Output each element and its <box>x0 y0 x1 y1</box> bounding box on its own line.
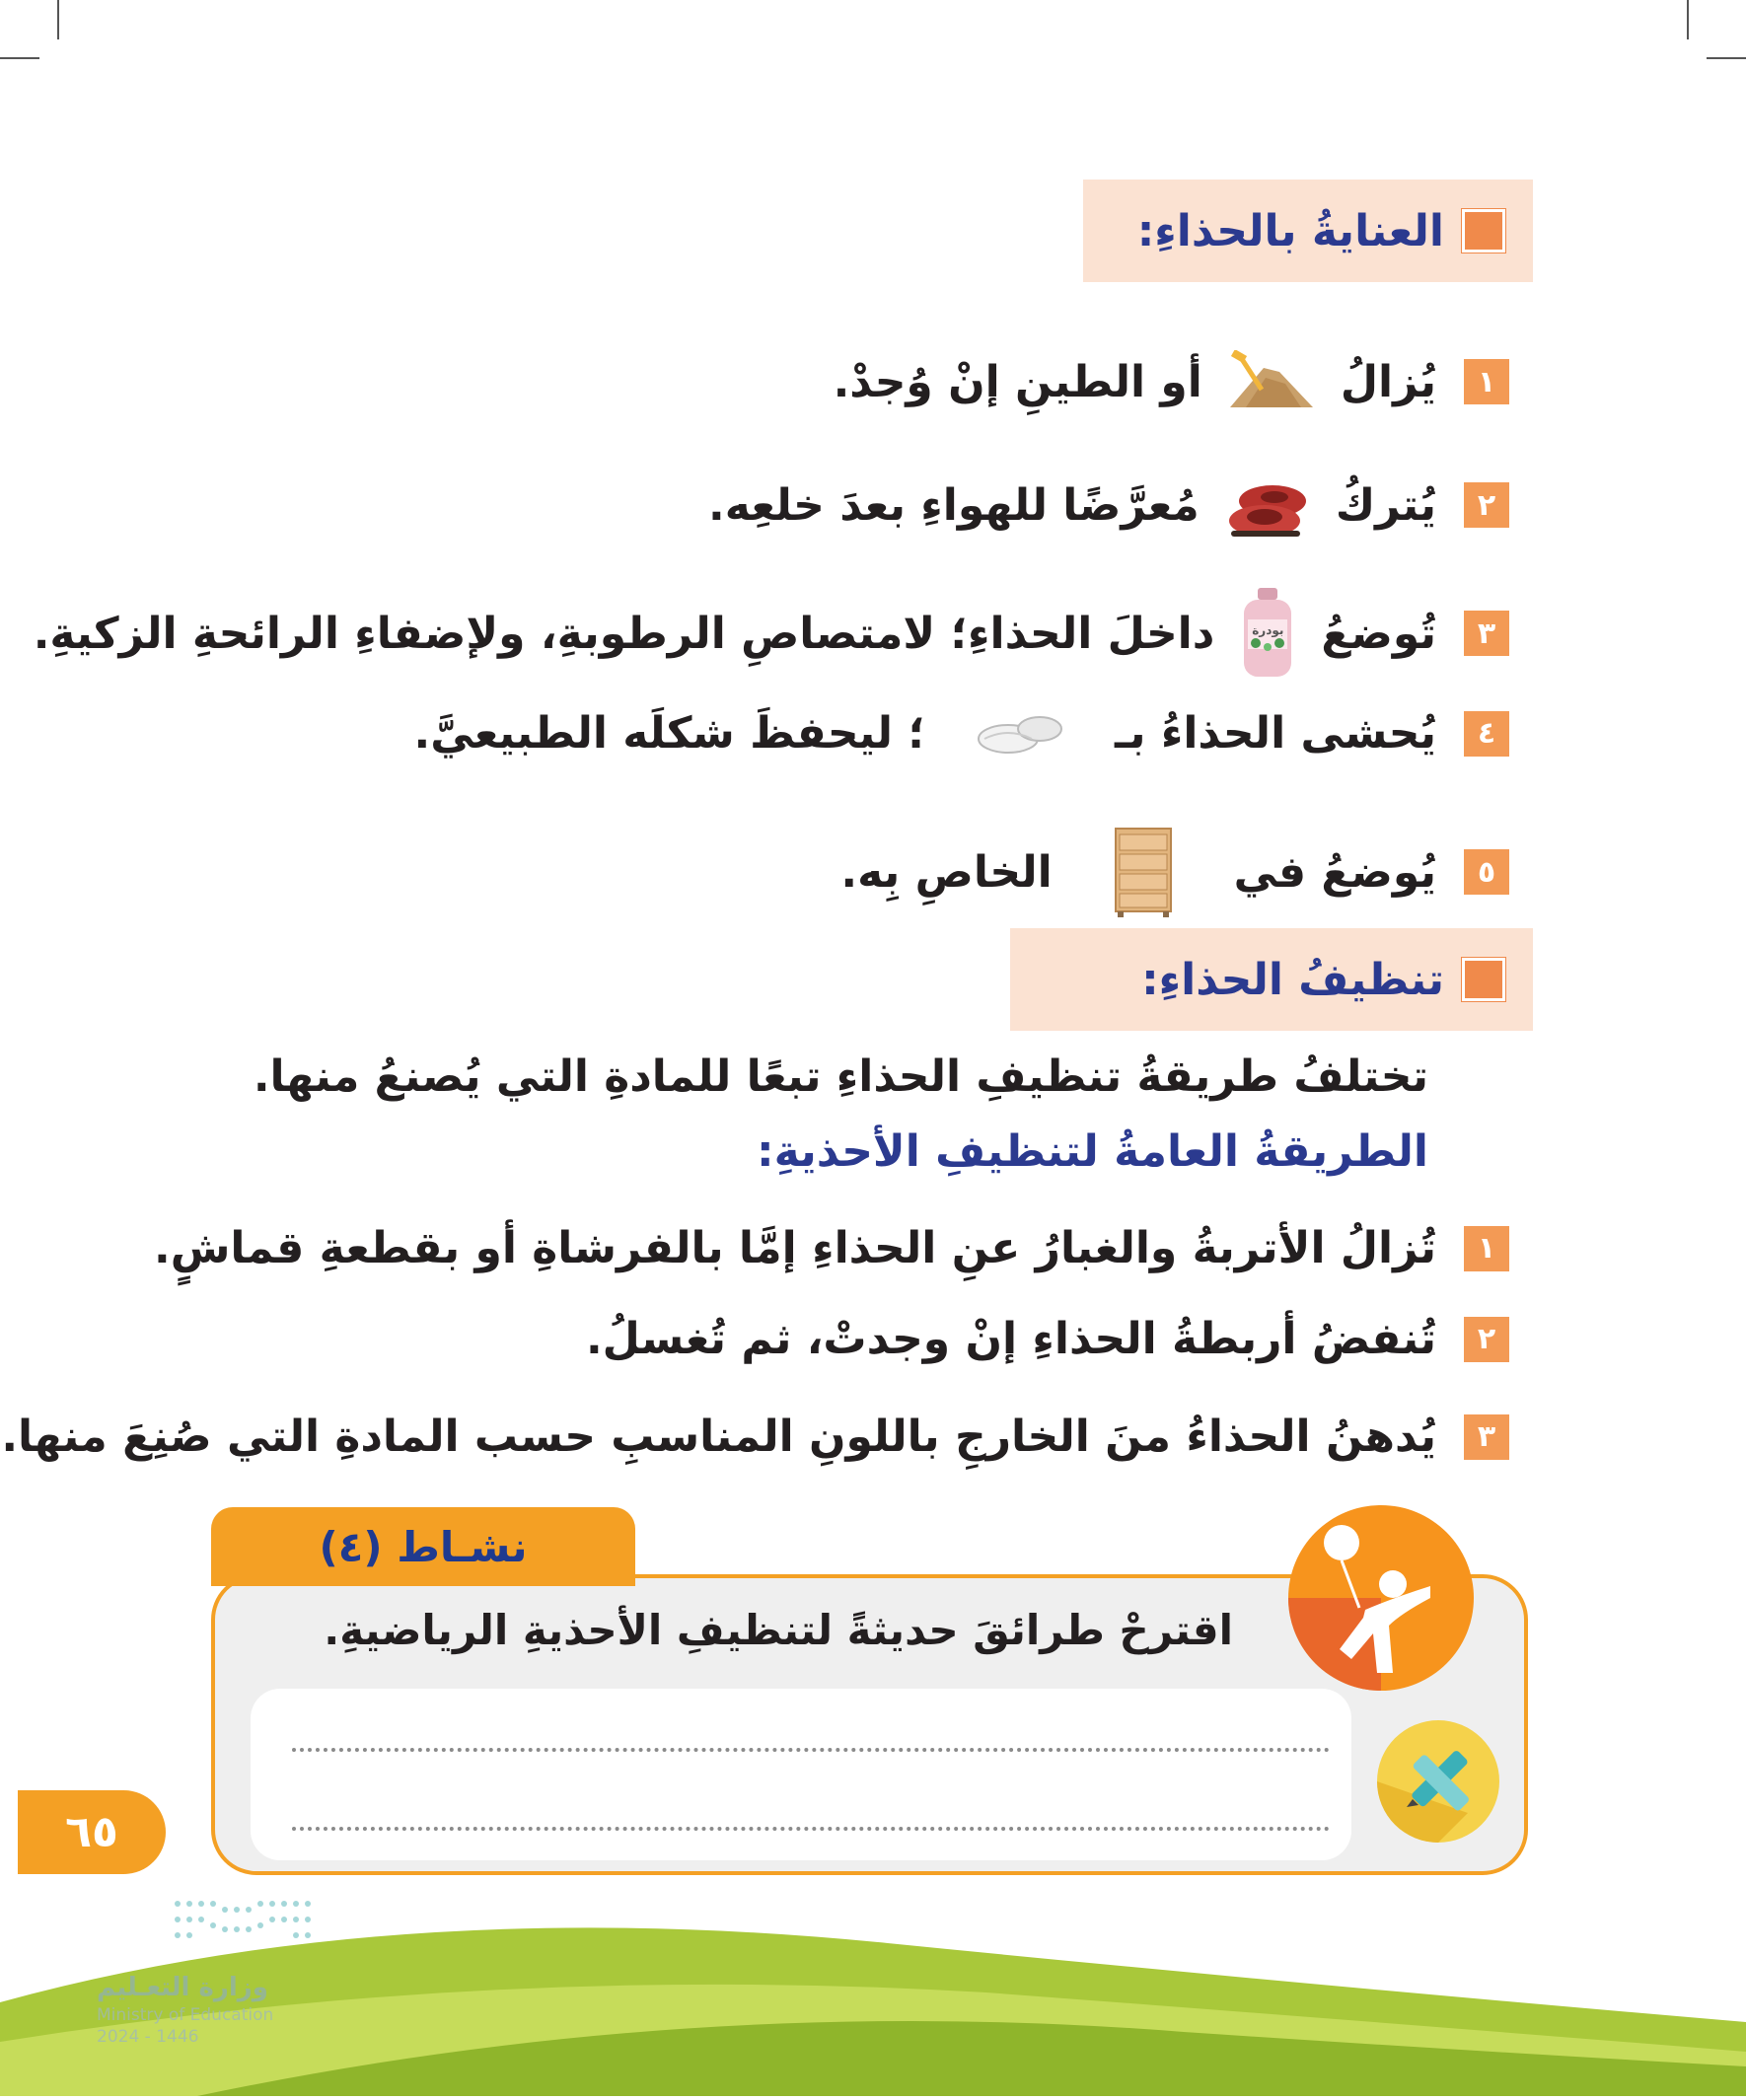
wooden-cabinet-icon <box>1112 827 1175 917</box>
crop-mark <box>1707 57 1746 59</box>
activity-tab <box>211 1507 635 1586</box>
powder-bottle-icon <box>1238 586 1297 681</box>
item-text-after: مُعرَّضًا للهواءِ بعدَ خلعِه. <box>707 479 1200 531</box>
item-number: ٥ <box>1464 849 1509 895</box>
step-number: ٣ <box>1464 1414 1509 1460</box>
care-item-3 <box>34 586 1509 681</box>
item-text-before: يُحشى الحذاءُ بـ <box>1114 708 1436 759</box>
care-item-4 <box>413 708 1509 759</box>
cleaning-intro: تختلفُ طريقةُ تنظيفِ الحذاءِ تبعًا للمادةِ التي يُصنعُ منها. <box>253 1051 1428 1102</box>
step-text: تُنفضُ أربطةُ الحذاءِ إنْ وجدتْ، ثم تُغسلُ. <box>585 1314 1436 1364</box>
item-text-before: يُتركُ <box>1335 479 1436 531</box>
method-heading: الطريقةُ العامةُ لتنظيفِ الأحذيةِ: <box>757 1126 1428 1177</box>
crop-mark <box>1687 0 1689 39</box>
item-number: ٢ <box>1464 482 1509 528</box>
ministry-name-en: Ministry of Education <box>97 2005 274 2025</box>
item-text-after: أو الطينِ إنْ وُجدْ. <box>833 356 1202 407</box>
care-section-header <box>1083 180 1533 282</box>
cleaning-section-header <box>1010 928 1533 1031</box>
step-text: يُدهنُ الحذاءُ منَ الخارجِ باللونِ المناسبِ حسب المادةِ التي صُنِعَ منها. <box>1 1412 1436 1462</box>
cleaning-section-title: تنظيفُ الحذاءِ: <box>1141 954 1444 1005</box>
ministry-name-ar: وزارة التعـليم <box>97 1973 268 2002</box>
step-number: ٢ <box>1464 1317 1509 1362</box>
cleaning-step-1 <box>154 1223 1509 1273</box>
pencil-emblem-icon <box>1373 1716 1503 1847</box>
answer-line-2[interactable] <box>292 1827 1330 1831</box>
item-number: ٤ <box>1464 711 1509 757</box>
care-item-5 <box>840 827 1509 917</box>
item-text-before: يُزالُ <box>1340 356 1436 407</box>
cleaning-step-2 <box>586 1314 1509 1364</box>
cleaning-step-3 <box>1 1412 1509 1462</box>
crop-mark <box>0 57 39 59</box>
ministry-year: 2024 - 1446 <box>97 2027 199 2047</box>
step-text: تُزالُ الأتربةُ والغبارُ عنِ الحذاءِ إمَّا بالفرشاةِ أو بقطعةِ قماشٍ. <box>154 1223 1436 1273</box>
answer-area[interactable] <box>251 1689 1351 1860</box>
paper-tissue-icon <box>975 709 1065 759</box>
care-item-1 <box>834 350 1509 413</box>
crop-mark <box>57 0 59 39</box>
care-section-title: العنايةُ بالحذاءِ: <box>1136 205 1444 256</box>
item-text-after: ؛ ليحفظَ شكلَه الطبيعيَّ. <box>413 708 925 759</box>
bullet-square-icon <box>1462 958 1505 1001</box>
activity-prompt: اقترحْ طرائقَ حديثةً لتنظيفِ الأحذيةِ الرياضيةِ. <box>324 1606 1233 1654</box>
item-number: ١ <box>1464 359 1509 404</box>
ministry-logo-icon <box>168 1894 326 1963</box>
dirt-pile-icon <box>1226 350 1317 413</box>
step-number: ١ <box>1464 1226 1509 1271</box>
bullet-square-icon <box>1462 209 1505 253</box>
item-text-before: تُوضعُ <box>1321 608 1436 659</box>
item-text-after: داخلَ الحذاءِ؛ لامتصاصِ الرطوبةِ، ولإضفاءِ الرائحةِ الزكيةِ. <box>33 608 1215 659</box>
red-shoes-icon <box>1223 466 1312 544</box>
powder-label: بودرة <box>1252 623 1284 637</box>
page-number: ٦٥ <box>65 1807 118 1857</box>
care-item-2 <box>708 466 1509 544</box>
activity-emblem-icon <box>1282 1499 1480 1697</box>
activity-tab-label: نشـاط (٤) <box>319 1522 528 1571</box>
item-text-after: الخاصِ بِه. <box>840 846 1053 898</box>
answer-line-1[interactable] <box>292 1748 1330 1752</box>
item-number: ٣ <box>1464 611 1509 656</box>
item-text-before: يُوضعُ في <box>1233 846 1436 898</box>
